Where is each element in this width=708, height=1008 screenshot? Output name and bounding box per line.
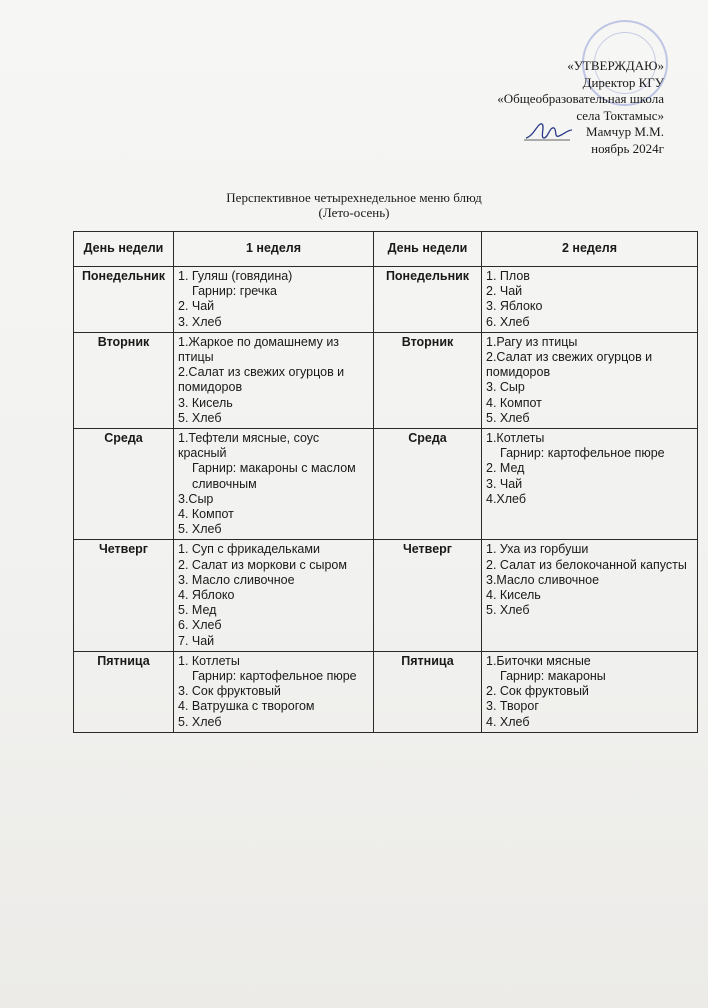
dish-item: 1.Жаркое по домашнему из птицы bbox=[178, 334, 340, 365]
day-cell: Пятница bbox=[74, 651, 174, 732]
dish-item: 5. Хлеб bbox=[486, 410, 530, 425]
day-cell: Среда bbox=[74, 429, 174, 540]
dishes-cell bbox=[482, 267, 698, 333]
column-header-day: День недели bbox=[74, 232, 174, 267]
dish-item: 4. Компот bbox=[486, 395, 542, 410]
dish-item: 1.Котлеты bbox=[486, 431, 545, 446]
dish-item: 4. Компот bbox=[178, 507, 234, 522]
dish-item: 7. Чай bbox=[178, 633, 215, 648]
approval-line: «Общеобразовательная школа bbox=[497, 91, 664, 106]
dish-item: 6. Хлеб bbox=[178, 618, 222, 633]
dish-item: 4.Хлеб bbox=[486, 491, 527, 506]
dish-item: 1. Плов bbox=[486, 269, 530, 283]
day-cell: Среда bbox=[374, 429, 482, 540]
dish-item: 2. Чай bbox=[178, 299, 215, 314]
dish-item: 3. Чай bbox=[486, 476, 523, 491]
table-row bbox=[74, 267, 698, 333]
dishes-cell bbox=[482, 332, 698, 428]
dish-item: 1. Котлеты bbox=[178, 653, 240, 668]
day-cell: Пятница bbox=[374, 651, 482, 732]
dish-item: 2.Салат из свежих огурцов и помидоров bbox=[178, 365, 345, 395]
dish-item: 3.Масло сливочное bbox=[486, 572, 600, 587]
day-cell: Понедельник bbox=[374, 267, 482, 333]
dishes-cell bbox=[174, 540, 374, 651]
dishes-cell bbox=[174, 651, 374, 732]
day-cell: Вторник bbox=[374, 332, 482, 428]
table-row bbox=[74, 332, 698, 428]
dish-item: 2. Мед bbox=[486, 461, 525, 476]
approval-line: ноябрь 2024г bbox=[591, 140, 664, 156]
day-cell: Четверг bbox=[374, 540, 482, 651]
dish-item: 2. Салат из белокочанной капусты bbox=[486, 557, 687, 572]
column-header-week1: 1 неделя bbox=[174, 232, 374, 267]
approval-line: села Токтамыс» bbox=[576, 107, 664, 123]
dish-item: 3. Яблоко bbox=[486, 299, 543, 314]
dishes-cell bbox=[482, 540, 698, 651]
day-cell: Вторник bbox=[74, 332, 174, 428]
dish-item: 4. Ватрушка с творогом bbox=[178, 699, 315, 714]
table-row bbox=[74, 651, 698, 732]
dish-item: 4. Хлеб bbox=[486, 714, 530, 729]
menu-table bbox=[73, 231, 698, 733]
day-cell: Понедельник bbox=[74, 267, 174, 333]
document-title bbox=[0, 190, 708, 220]
dishes-cell bbox=[174, 332, 374, 428]
dish-item: 1. Гуляш (говядина) bbox=[178, 269, 293, 283]
dish-item: 1.Биточки мясные bbox=[486, 653, 591, 668]
dish-item: 3.Сыр bbox=[178, 491, 214, 506]
dish-item: 1.Рагу из птицы bbox=[486, 334, 578, 349]
dish-item: Гарнир: макароны с маслом сливочным bbox=[192, 461, 356, 491]
dish-item: Гарнир: картофельное пюре bbox=[192, 669, 357, 684]
day-cell: Четверг bbox=[74, 540, 174, 651]
signature-icon bbox=[524, 118, 574, 144]
dish-item: 1. Уха из горбуши bbox=[486, 542, 589, 557]
dish-item: Гарнир: макароны bbox=[500, 669, 606, 684]
dish-item: 3. Кисель bbox=[178, 395, 233, 410]
dish-item: 1. Суп с фрикадельками bbox=[178, 542, 320, 557]
dish-item: 4. Яблоко bbox=[178, 588, 235, 603]
dish-item: 2. Сок фруктовый bbox=[486, 684, 589, 699]
dishes-cell bbox=[482, 651, 698, 732]
dish-item: Гарнир: картофельное пюре bbox=[500, 446, 665, 461]
dish-item: 3. Сыр bbox=[486, 380, 525, 395]
dish-item: 3. Хлеб bbox=[178, 314, 222, 329]
dish-item: 2. Чай bbox=[486, 284, 523, 299]
dishes-cell bbox=[174, 429, 374, 540]
approval-line: Директор КГУ bbox=[582, 74, 664, 90]
column-header-day: День недели bbox=[374, 232, 482, 267]
column-header-week2: 2 неделя bbox=[482, 232, 698, 267]
table-header-row bbox=[74, 232, 698, 267]
dishes-cell bbox=[482, 429, 698, 540]
dish-item: 6. Хлеб bbox=[486, 314, 530, 329]
dish-item: 5. Хлеб bbox=[178, 522, 222, 537]
dish-item: 1.Тефтели мясные, соус красный bbox=[178, 431, 320, 461]
dish-item: 5. Хлеб bbox=[178, 410, 222, 425]
dish-item: 3. Творог bbox=[486, 699, 539, 714]
dish-item: 3. Масло сливочное bbox=[178, 572, 295, 587]
dish-item: 5. Хлеб bbox=[486, 603, 530, 618]
table-row bbox=[74, 540, 698, 651]
dish-item: 2.Салат из свежих огурцов и помидоров bbox=[486, 350, 653, 380]
title-line: Перспективное четырехнедельное меню блюд bbox=[226, 190, 482, 205]
subtitle-line: (Лето-осень) bbox=[318, 205, 390, 220]
dish-item: Гарнир: гречка bbox=[192, 284, 278, 299]
dish-item: 3. Сок фруктовый bbox=[178, 684, 281, 699]
dish-item: 5. Мед bbox=[178, 603, 217, 618]
dishes-cell bbox=[174, 267, 374, 333]
dish-item: 4. Кисель bbox=[486, 588, 541, 603]
dish-item: 5. Хлеб bbox=[178, 714, 222, 729]
approval-line: «УТВЕРЖДАЮ» bbox=[567, 58, 664, 73]
table-row bbox=[74, 429, 698, 540]
approval-line: Мамчур М.М. bbox=[586, 124, 664, 139]
dish-item: 2. Салат из моркови с сыром bbox=[178, 557, 347, 572]
